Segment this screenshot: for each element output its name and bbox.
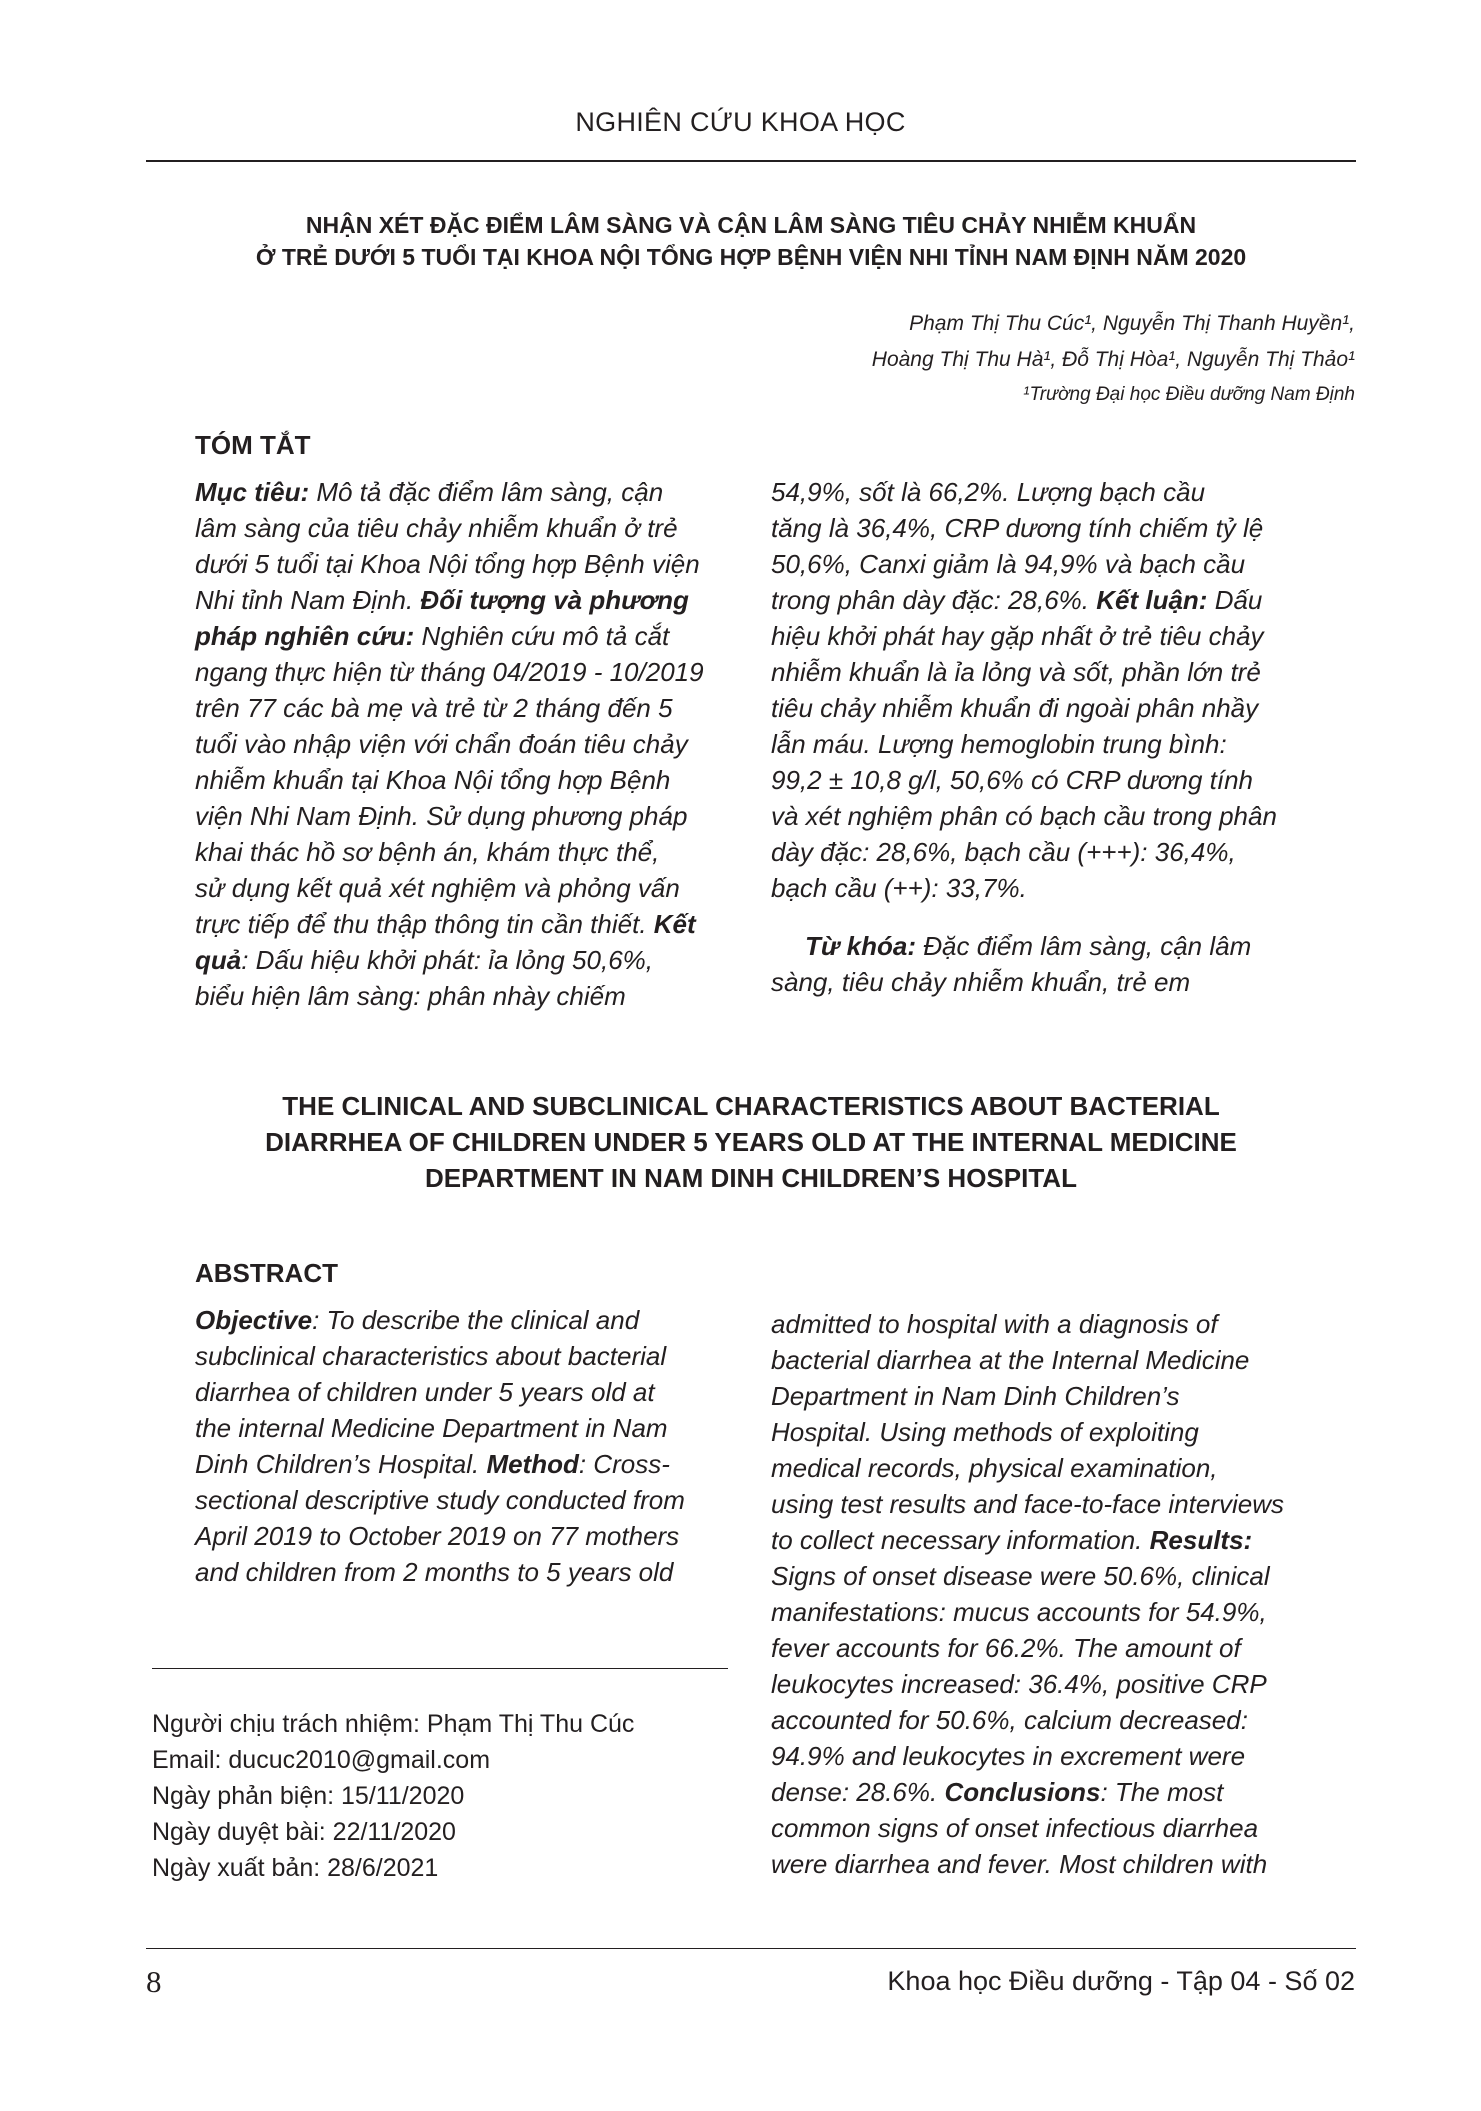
footnote-line: Ngày duyệt bài: 22/11/2020 — [152, 1818, 456, 1846]
text-line: leukocytes increased: 36.4%, positive CRP — [771, 1669, 1267, 1699]
text-line: nhiễm khuẩn là ỉa lỏng và sốt, phần lớn trẻ — [771, 657, 1261, 687]
footnote-email[interactable]: Email: ducuc2010@gmail.com — [152, 1746, 491, 1774]
footnote-line: Ngày phản biện: 15/11/2020 — [152, 1782, 465, 1810]
text-line: viện Nhi Nam Định. Sử dụng phương pháp — [195, 801, 688, 831]
page-number: 8 — [146, 1964, 162, 1999]
footer-rule — [146, 1948, 1356, 1949]
text-line: dưới 5 tuổi tại Khoa Nội tổng hợp Bệnh viện — [195, 549, 700, 579]
title-english — [146, 1088, 1356, 1196]
text-line: sử dụng kết quả xét nghiệm và phỏng vấn — [195, 873, 680, 903]
text-line: pháp nghiên cứu: Nghiên cứu mô tả cắt — [195, 621, 670, 651]
abstract-en-heading: ABSTRACT — [195, 1258, 338, 1288]
text-line: to collect necessary information. Results: — [771, 1525, 1253, 1555]
title-en-line: DIARRHEA OF CHILDREN UNDER 5 YEARS OLD AT THE INTERNAL MEDICINE — [265, 1127, 1237, 1157]
text-line: lẫn máu. Lượng hemoglobin trung bình: — [771, 729, 1227, 759]
text-line: quả: Dấu hiệu khởi phát: ỉa lỏng 50,6%, — [195, 945, 653, 975]
text-line: ngang thực hiện từ tháng 04/2019 - 10/2019 — [195, 657, 704, 687]
text-line: Nhi tỉnh Nam Định. Đối tượng và phương — [195, 585, 689, 615]
text-line: April 2019 to October 2019 on 77 mothers — [195, 1521, 680, 1551]
text-line: manifestations: mucus accounts for 54.9%, — [771, 1597, 1267, 1627]
text-line: Objective: To describe the clinical and — [195, 1305, 640, 1335]
text-line: trong phân dày đặc: 28,6%. Kết luận: Dấu — [771, 585, 1263, 615]
abstract-vi-left-column — [195, 474, 729, 1014]
abstract-en-right-column — [771, 1306, 1305, 1882]
text-line: lâm sàng của tiêu chảy nhiễm khuẩn ở trẻ — [195, 513, 678, 543]
text-line: and children from 2 months to 5 years old — [195, 1557, 674, 1587]
text-line: subclinical characteristics about bacterial — [195, 1341, 667, 1371]
correspondence-footnote — [152, 1706, 634, 1886]
text-line: medical records, physical examination, — [771, 1453, 1218, 1483]
abstract-en-left-column — [195, 1302, 729, 1590]
text-line: 94.9% and leukocytes in excrement were — [771, 1741, 1246, 1771]
title-vi-line: Ở TRẺ DƯỚI 5 TUỔI TẠI KHOA NỘI TỔNG HỢP BỆNH VIỆN NHI TỈNH NAM ĐỊNH NĂM 2020 — [255, 244, 1247, 270]
title-vietnamese — [146, 209, 1356, 273]
text-line: tuổi vào nhập viện với chẩn đoán tiêu chảy — [195, 729, 688, 759]
text-line: khai thác hồ sơ bệnh án, khám thực thể, — [195, 837, 660, 867]
text-line: were diarrhea and fever. Most children with — [771, 1849, 1268, 1879]
header-rule — [146, 160, 1356, 162]
text-line: Hospital. Using methods of exploiting — [771, 1417, 1199, 1447]
keywords-vi — [771, 928, 1305, 1000]
text-line: sectional descriptive study conducted from — [195, 1485, 685, 1515]
footnote-line: Ngày xuất bản: 28/6/2021 — [152, 1854, 439, 1882]
text-line: 54,9%, sốt là 66,2%. Lượng bạch cầu — [771, 477, 1206, 507]
text-line: hiệu khởi phát hay gặp nhất ở trẻ tiêu chảy — [771, 621, 1264, 651]
abstract-vi-heading: TÓM TẮT — [195, 430, 311, 460]
text-line: nhiễm khuẩn tại Khoa Nội tổng hợp Bệnh — [195, 765, 671, 795]
text-line: the internal Medicine Department in Nam — [195, 1413, 668, 1443]
text-line: Từ khóa: Đặc điểm lâm sàng, cận lâm — [805, 931, 1252, 961]
text-line: Department in Nam Dinh Children’s — [771, 1381, 1180, 1411]
text-line: accounted for 50.6%, calcium decreased: — [771, 1705, 1248, 1735]
text-line: dày đặc: 28,6%, bạch cầu (+++): 36,4%, — [771, 837, 1236, 867]
text-line: fever accounts for 66.2%. The amount of — [771, 1633, 1241, 1663]
text-line: 99,2 ± 10,8 g/l, 50,6% có CRP dương tính — [771, 765, 1254, 795]
journal-footer: Khoa học Điều dưỡng - Tập 04 - Số 02 — [887, 1966, 1355, 1996]
text-line: sàng, tiêu chảy nhiễm khuẩn, trẻ em — [771, 967, 1191, 997]
text-line: trên 77 các bà mẹ và trẻ từ 2 tháng đến 5 — [195, 693, 673, 723]
text-line: Mục tiêu: Mô tả đặc điểm lâm sàng, cận — [195, 477, 664, 507]
text-line: Dinh Children’s Hospital. Method: Cross- — [195, 1449, 670, 1479]
footnote-line: Người chịu trách nhiệm: Phạm Thị Thu Cúc — [152, 1710, 635, 1738]
running-head: NGHIÊN CỨU KHOA HỌC — [575, 107, 906, 137]
text-line: 50,6%, Canxi giảm là 94,9% và bạch cầu — [771, 549, 1246, 579]
text-line: admitted to hospital with a diagnosis of — [771, 1309, 1218, 1339]
text-line: tiêu chảy nhiễm khuẩn đi ngoài phân nhầy — [771, 693, 1259, 723]
text-line: biểu hiện lâm sàng: phân nhày chiếm — [195, 981, 626, 1011]
text-line: và xét nghiệm phân có bạch cầu trong phân — [771, 801, 1277, 831]
title-en-line: DEPARTMENT IN NAM DINH CHILDREN’S HOSPITAL — [425, 1163, 1077, 1193]
title-en-line: THE CLINICAL AND SUBCLINICAL CHARACTERISTICS ABOUT BACTERIAL — [282, 1091, 1220, 1121]
text-line: dense: 28.6%. Conclusions: The most — [771, 1777, 1224, 1807]
text-line: bạch cầu (++): 33,7%. — [771, 873, 1027, 903]
footnote-rule — [152, 1668, 728, 1669]
text-line: bacterial diarrhea at the Internal Medicine — [771, 1345, 1250, 1375]
text-line: diarrhea of children under 5 years old at — [195, 1377, 655, 1407]
abstract-vi-right-column — [771, 474, 1305, 906]
text-line: using test results and face-to-face interviews — [771, 1489, 1285, 1519]
text-line: tăng là 36,4%, CRP dương tính chiếm tỷ lệ — [771, 513, 1264, 543]
text-line: trực tiếp để thu thập thông tin cần thiết. Kết — [195, 909, 696, 939]
text-line: common signs of onset infectious diarrhea — [771, 1813, 1259, 1843]
affiliation: ¹Trường Đại học Điều dưỡng Nam Định — [1023, 384, 1355, 405]
author-block — [555, 306, 1355, 412]
author-line: Phạm Thị Thu Cúc¹, Nguyễn Thị Thanh Huyền¹, — [909, 312, 1355, 335]
title-vi-line: NHẬN XÉT ĐẶC ĐIỂM LÂM SÀNG VÀ CẬN LÂM SÀNG TIÊU CHẢY NHIỄM KHUẨN — [305, 212, 1197, 238]
text-line: Signs of onset disease were 50.6%, clinical — [771, 1561, 1270, 1591]
author-line: Hoàng Thị Thu Hà¹, Đỗ Thị Hòa¹, Nguyễn Thị Thảo¹ — [871, 348, 1355, 371]
